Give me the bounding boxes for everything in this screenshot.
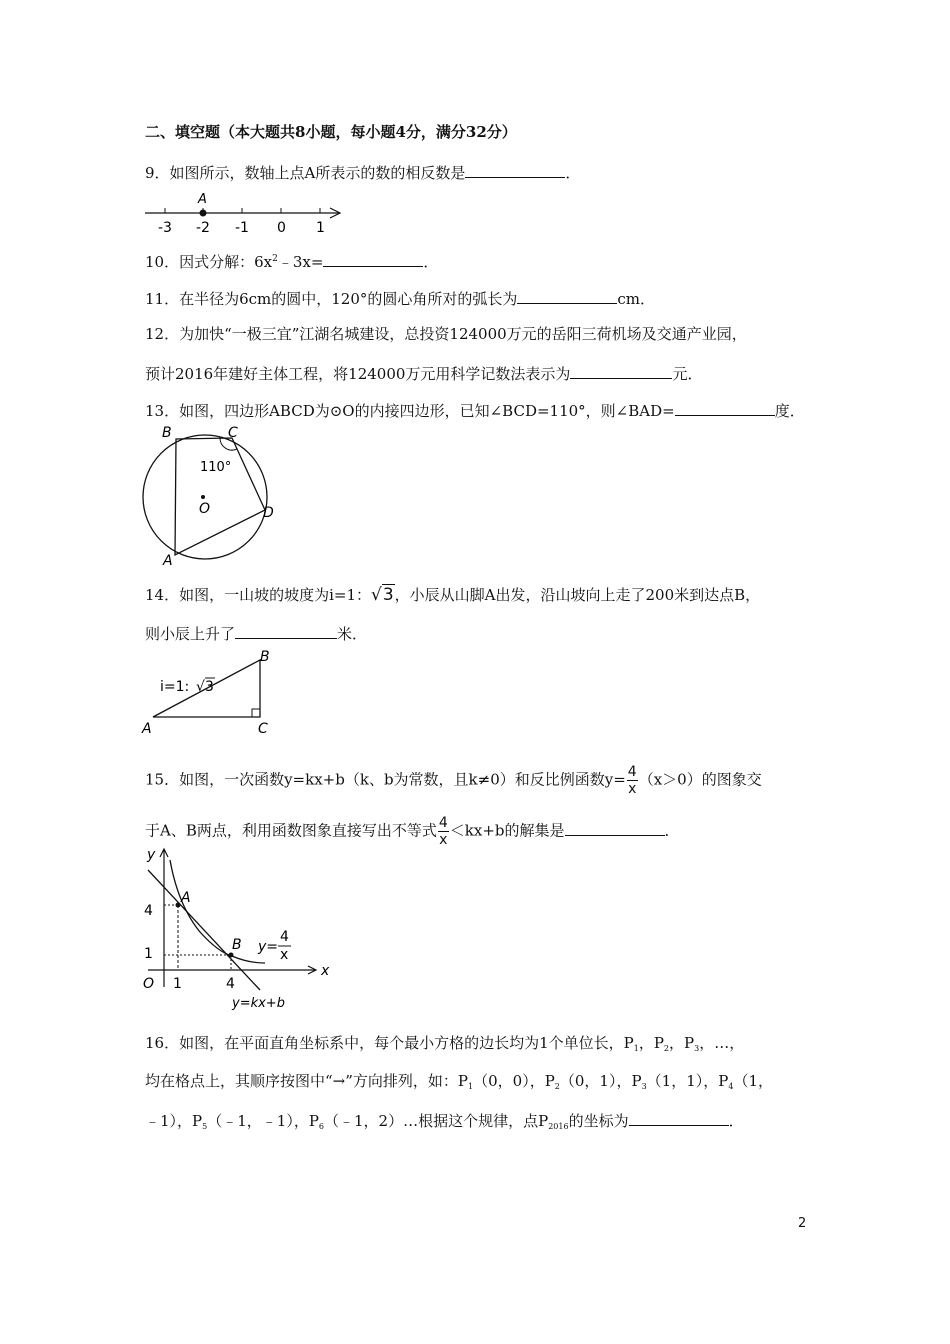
q9-text-end: ．	[565, 164, 581, 182]
q16-text: 16．如图，在平面直角坐标系中，每个最小方格的边长均为1个单位长，P	[145, 1034, 634, 1052]
question-9	[145, 161, 580, 183]
q11-text-end: cm．	[617, 290, 656, 308]
y-tick-4: 4	[144, 903, 153, 919]
linear-function-line	[148, 870, 260, 990]
question-16-line-2: 均在格点上，其顺序按图中“→”方向排列，如：$P_1(0$，0），$P_2(0$，1），$P_3(1$，1），$P_4(1$，	[145, 1072, 773, 1091]
x-tick-1: 1	[173, 976, 182, 992]
question-14-line-1	[145, 585, 760, 605]
q9-answer-blank[interactable]	[465, 161, 565, 178]
angle-label: 110°	[200, 460, 232, 475]
inscribed-quadrilateral-figure	[140, 425, 290, 570]
slope-sqrt-value: 3	[205, 679, 214, 695]
origin-label: O	[143, 976, 155, 992]
slope-sqrt-sign: √	[196, 679, 205, 695]
q13-answer-blank[interactable]	[675, 399, 775, 416]
q15-text-end: ．	[664, 821, 680, 840]
question-16-line-3: ﹣1），$P_5(﹣1$，﹣1），$P_6(﹣1$，2）…根据这个规律，点$P_{2016}$的坐标为 ．	[145, 1109, 744, 1137]
center-dot	[201, 495, 205, 499]
tick-label: -1	[235, 220, 249, 236]
label-c: C	[228, 425, 238, 441]
point-b-dot	[229, 953, 234, 958]
x-axis-label: x	[321, 963, 330, 979]
q13-text: 13．如图，四边形ABCD为⊙O的内接四边形，已知∠BCD=110°，则∠BAD=	[145, 402, 675, 420]
q15-line2-mid: ＜kx+b的解集是	[449, 821, 565, 840]
tick-label: 0	[277, 220, 286, 236]
question-15-line-1	[145, 764, 762, 797]
inverse-function-curve	[170, 860, 265, 963]
y-axis-label: y	[147, 847, 156, 863]
q10-text: 10．因式分解：6x	[145, 253, 273, 271]
label-o: O	[199, 501, 211, 517]
label-b: B	[260, 649, 270, 665]
q10-exponent: 2	[272, 254, 278, 264]
q14-answer-blank[interactable]	[235, 622, 337, 639]
label-a: A	[181, 890, 191, 906]
label-a: A	[163, 553, 173, 569]
fraction-4-over-x: $\frac{4}{x}$	[438, 815, 448, 848]
question-11	[145, 287, 655, 309]
tick-label: 1	[316, 220, 325, 236]
label-b: B	[232, 937, 242, 953]
q13-text-end: 度．	[774, 402, 805, 420]
q14-text: 14．如图，一山坡的坡度为i=1：	[145, 586, 371, 604]
question-12-line-1: 12．为加快“一极三宜”江湖名城建设，总投资124000万元的岳阳三荷机场及交通产业园，	[145, 325, 747, 343]
page-number: 2	[798, 1216, 807, 1231]
q10-text-end: ．	[423, 253, 439, 271]
q11-answer-blank[interactable]	[517, 287, 617, 304]
question-16-line-1: 16．如图，在平面直角坐标系中，每个最小方格的边长均为1个单位长，$P_1$，$P_2$，$P_3$，…，	[145, 1034, 745, 1053]
question-15-line-2	[145, 815, 680, 848]
point-a-dot	[176, 903, 181, 908]
curve-label: y=	[258, 939, 279, 955]
tick-label: -2	[196, 220, 210, 236]
q16-answer-blank[interactable]	[629, 1109, 729, 1126]
question-14-line-2	[145, 622, 367, 644]
point-a-dot	[200, 210, 207, 217]
line-label: y=kx+b	[232, 996, 285, 1011]
label-d: D	[263, 505, 274, 521]
q14-text-end: 米．	[337, 625, 368, 643]
point-a-label: A	[198, 192, 207, 207]
q15-line2-text: 于A、B两点，利用函数图象直接写出不等式	[145, 821, 437, 840]
function-graph-figure	[140, 845, 340, 1015]
label-a: A	[142, 721, 152, 737]
curve-label-num: 4	[280, 929, 289, 945]
q14-line2-text: 则小辰上升了	[145, 625, 236, 643]
number-line-figure	[140, 188, 360, 238]
q9-text: 9．如图所示，数轴上点A所表示的数的相反数是	[145, 164, 466, 182]
fraction-4-over-x: $\frac{4}{x}$	[627, 764, 637, 797]
q12-text-end: 元．	[672, 365, 703, 383]
q10-answer-blank[interactable]	[323, 250, 423, 267]
sqrt-3: √3	[371, 585, 394, 605]
question-12-line-2	[145, 362, 702, 384]
curve-label-den: x	[280, 947, 289, 963]
q10-text-mid: ﹣3x=	[277, 253, 324, 271]
q11-text: 11．在半径为6cm的圆中，120°的圆心角所对的弧长为	[145, 290, 518, 308]
q15-text-after: （x＞0）的图象交	[638, 770, 762, 789]
slope-triangle-figure	[140, 645, 290, 735]
label-b: B	[162, 425, 172, 441]
slope-label: i=1:	[160, 679, 190, 695]
q15-answer-blank[interactable]	[565, 819, 665, 836]
q15-text: 15．如图，一次函数y=kx+b（k、b为常数，且k≠0）和反比例函数y=	[145, 770, 626, 789]
question-10	[145, 249, 438, 272]
right-angle-mark	[252, 709, 260, 717]
q12-answer-blank[interactable]	[570, 362, 672, 379]
section-heading: 二、填空题（本大题共8小题，每小题4分，满分32分）	[145, 123, 517, 141]
x-tick-4: 4	[226, 976, 235, 992]
label-c: C	[258, 721, 268, 737]
q14-text-after: ，小辰从山脚A出发，沿山坡向上走了200米到达点B，	[394, 586, 761, 604]
y-tick-1: 1	[144, 946, 153, 962]
tick-label: -3	[158, 220, 172, 236]
q12-text: 预计2016年建好主体工程，将124000万元用科学记数法表示为	[145, 365, 571, 383]
question-13	[145, 399, 805, 421]
